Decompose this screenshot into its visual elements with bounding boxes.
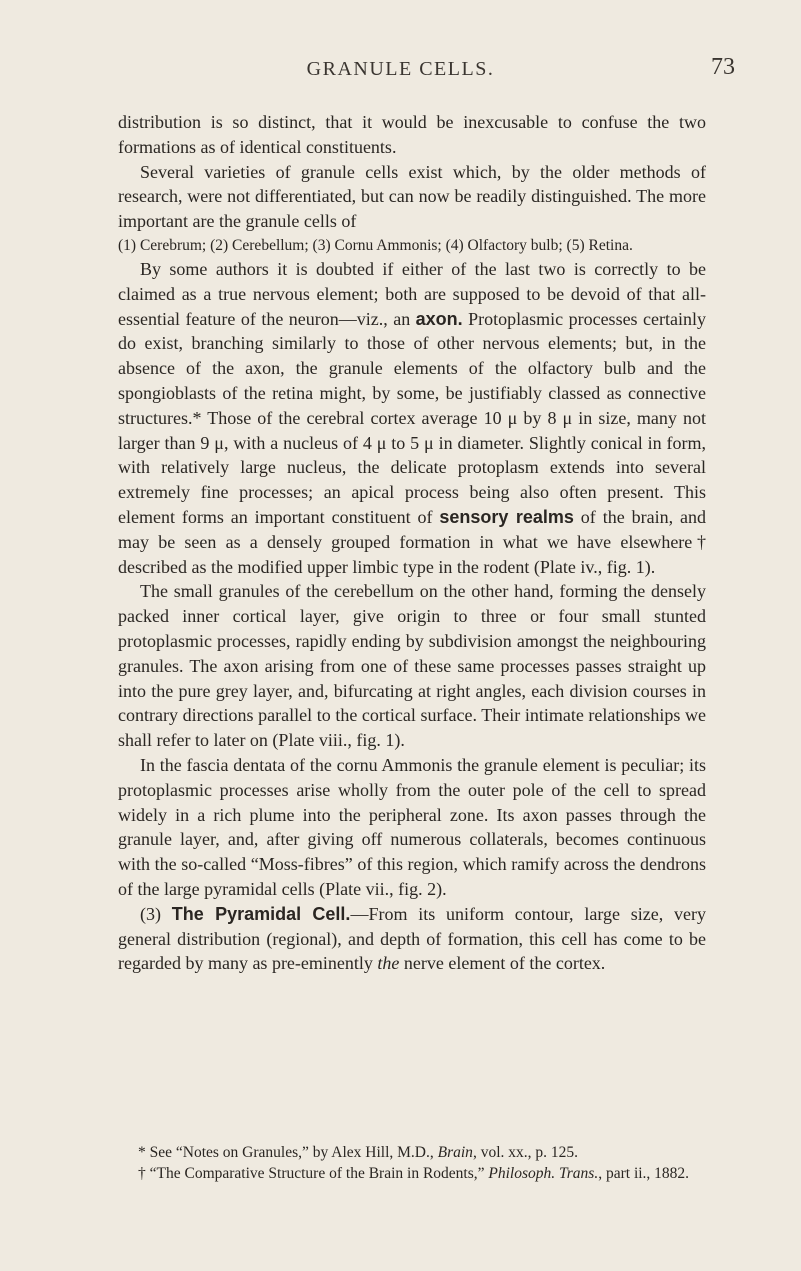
- section-number: (3): [140, 903, 161, 924]
- footnotes: [118, 1142, 706, 1184]
- footnote-2-text: † “The Comparative Structure of the Brain in Rodents,”: [138, 1165, 489, 1182]
- footnote-2-citation: , part ii., 1882.: [598, 1165, 690, 1182]
- emphasis-the: the: [377, 953, 400, 974]
- footnote-2-journal: Philosoph. Trans.: [488, 1165, 599, 1182]
- section-text: —From its uniform contour, large size, very general distribution (regional), and depth of formation, this cell has come to be regarded by many as pre-eminently: [118, 903, 707, 974]
- running-head: GRANULE CELLS.: [306, 58, 495, 80]
- paragraph-3-end: of the brain, and may be seen as a densely grouped formation in what we have elsewhere† described as the modified upper limbic type in the rodent (Plate iv., fig. 1).: [118, 506, 706, 577]
- axon-text-after: Protoplasmic processes certainly do exist, branching similarly to those of other nervous elements; but, in the absence of the axon, the granule elements of the olfactory bulb and the spongioblasts of the retina might, by some, be justifiably classed as connective structures.* Those of the cerebral cortex average 10 μ by 8 μ in size, many not larger than 9 μ, with a nucleus of 4 μ to 5 μ in diameter. Slightly conical in form, with relatively large nucleus, the delicate protoplasm extends into several extremely fine processes; an apical process being also often present. This element forms an important constituent of: [118, 308, 706, 527]
- paragraph-5: In the fascia dentata of the cornu Ammonis the granule element is peculiar; its protoplasmic processes arise wholly from the outer pole of the cell to spread widely in a rich plume into the peripheral zone. Its axon passes through the granule layer, and, after giving off numerous collaterals, becomes continuous with the so-called “Moss-fibres” of this region, which ramify across the dendrons of the large pyramidal cells (Plate vii., fig. 2).: [118, 754, 706, 899]
- axon-text-before: By some authors it is doubted if either of the last two is correctly to be claimed as a true nervous element; both are supposed to be devoid of that all-essential feature of the neuron—viz., an: [118, 258, 706, 329]
- footnote-1: [118, 1142, 706, 1163]
- paragraph-1: distribution is so distinct, that it would be inexcusable to confuse the two formations as of identical constituents.: [118, 112, 706, 157]
- page-number: 73: [711, 54, 735, 80]
- paragraph-4: The small granules of the cerebellum on the other hand, forming the densely packed inner cortical layer, give origin to three or four small stunted protoplasmic processes, rapidly ending by subdivision amongst the neighbouring granules. The axon arising from one of these same processes passes straight up into the pure grey layer, and, bifurcating at right angles, each division courses in contrary directions parallel to the cortical surface. Their intimate relationships we shall refer to later on (Plate viii., fig. 1).: [118, 581, 706, 751]
- sensory-realms-term: sensory realms: [439, 506, 574, 527]
- paragraph-2: Several varieties of granule cells exist which, by the older methods of research, were not differentiated, but can now be readily distinguished. The more important are the granule cells of: [118, 161, 706, 232]
- footnote-1-journal: Brain: [437, 1144, 473, 1161]
- body-text: [118, 110, 706, 976]
- axon-term: axon.: [415, 308, 463, 329]
- granule-cell-list: (1) Cerebrum; (2) Cerebellum; (3) Cornu Ammonis; (4) Olfactory bulb; (5) Retina.: [118, 236, 633, 254]
- footnote-2: [118, 1163, 706, 1184]
- paragraph-3: [118, 257, 706, 579]
- footnote-1-citation: , vol. xx., p. 125.: [472, 1144, 578, 1161]
- section-text-end: nerve element of the cortex.: [399, 953, 606, 974]
- footnote-1-text: * See “Notes on Granules,” by Alex Hill, M.D.,: [138, 1144, 438, 1161]
- pyramidal-cell-section: [118, 902, 706, 976]
- section-heading: The Pyramidal Cell.: [171, 903, 351, 924]
